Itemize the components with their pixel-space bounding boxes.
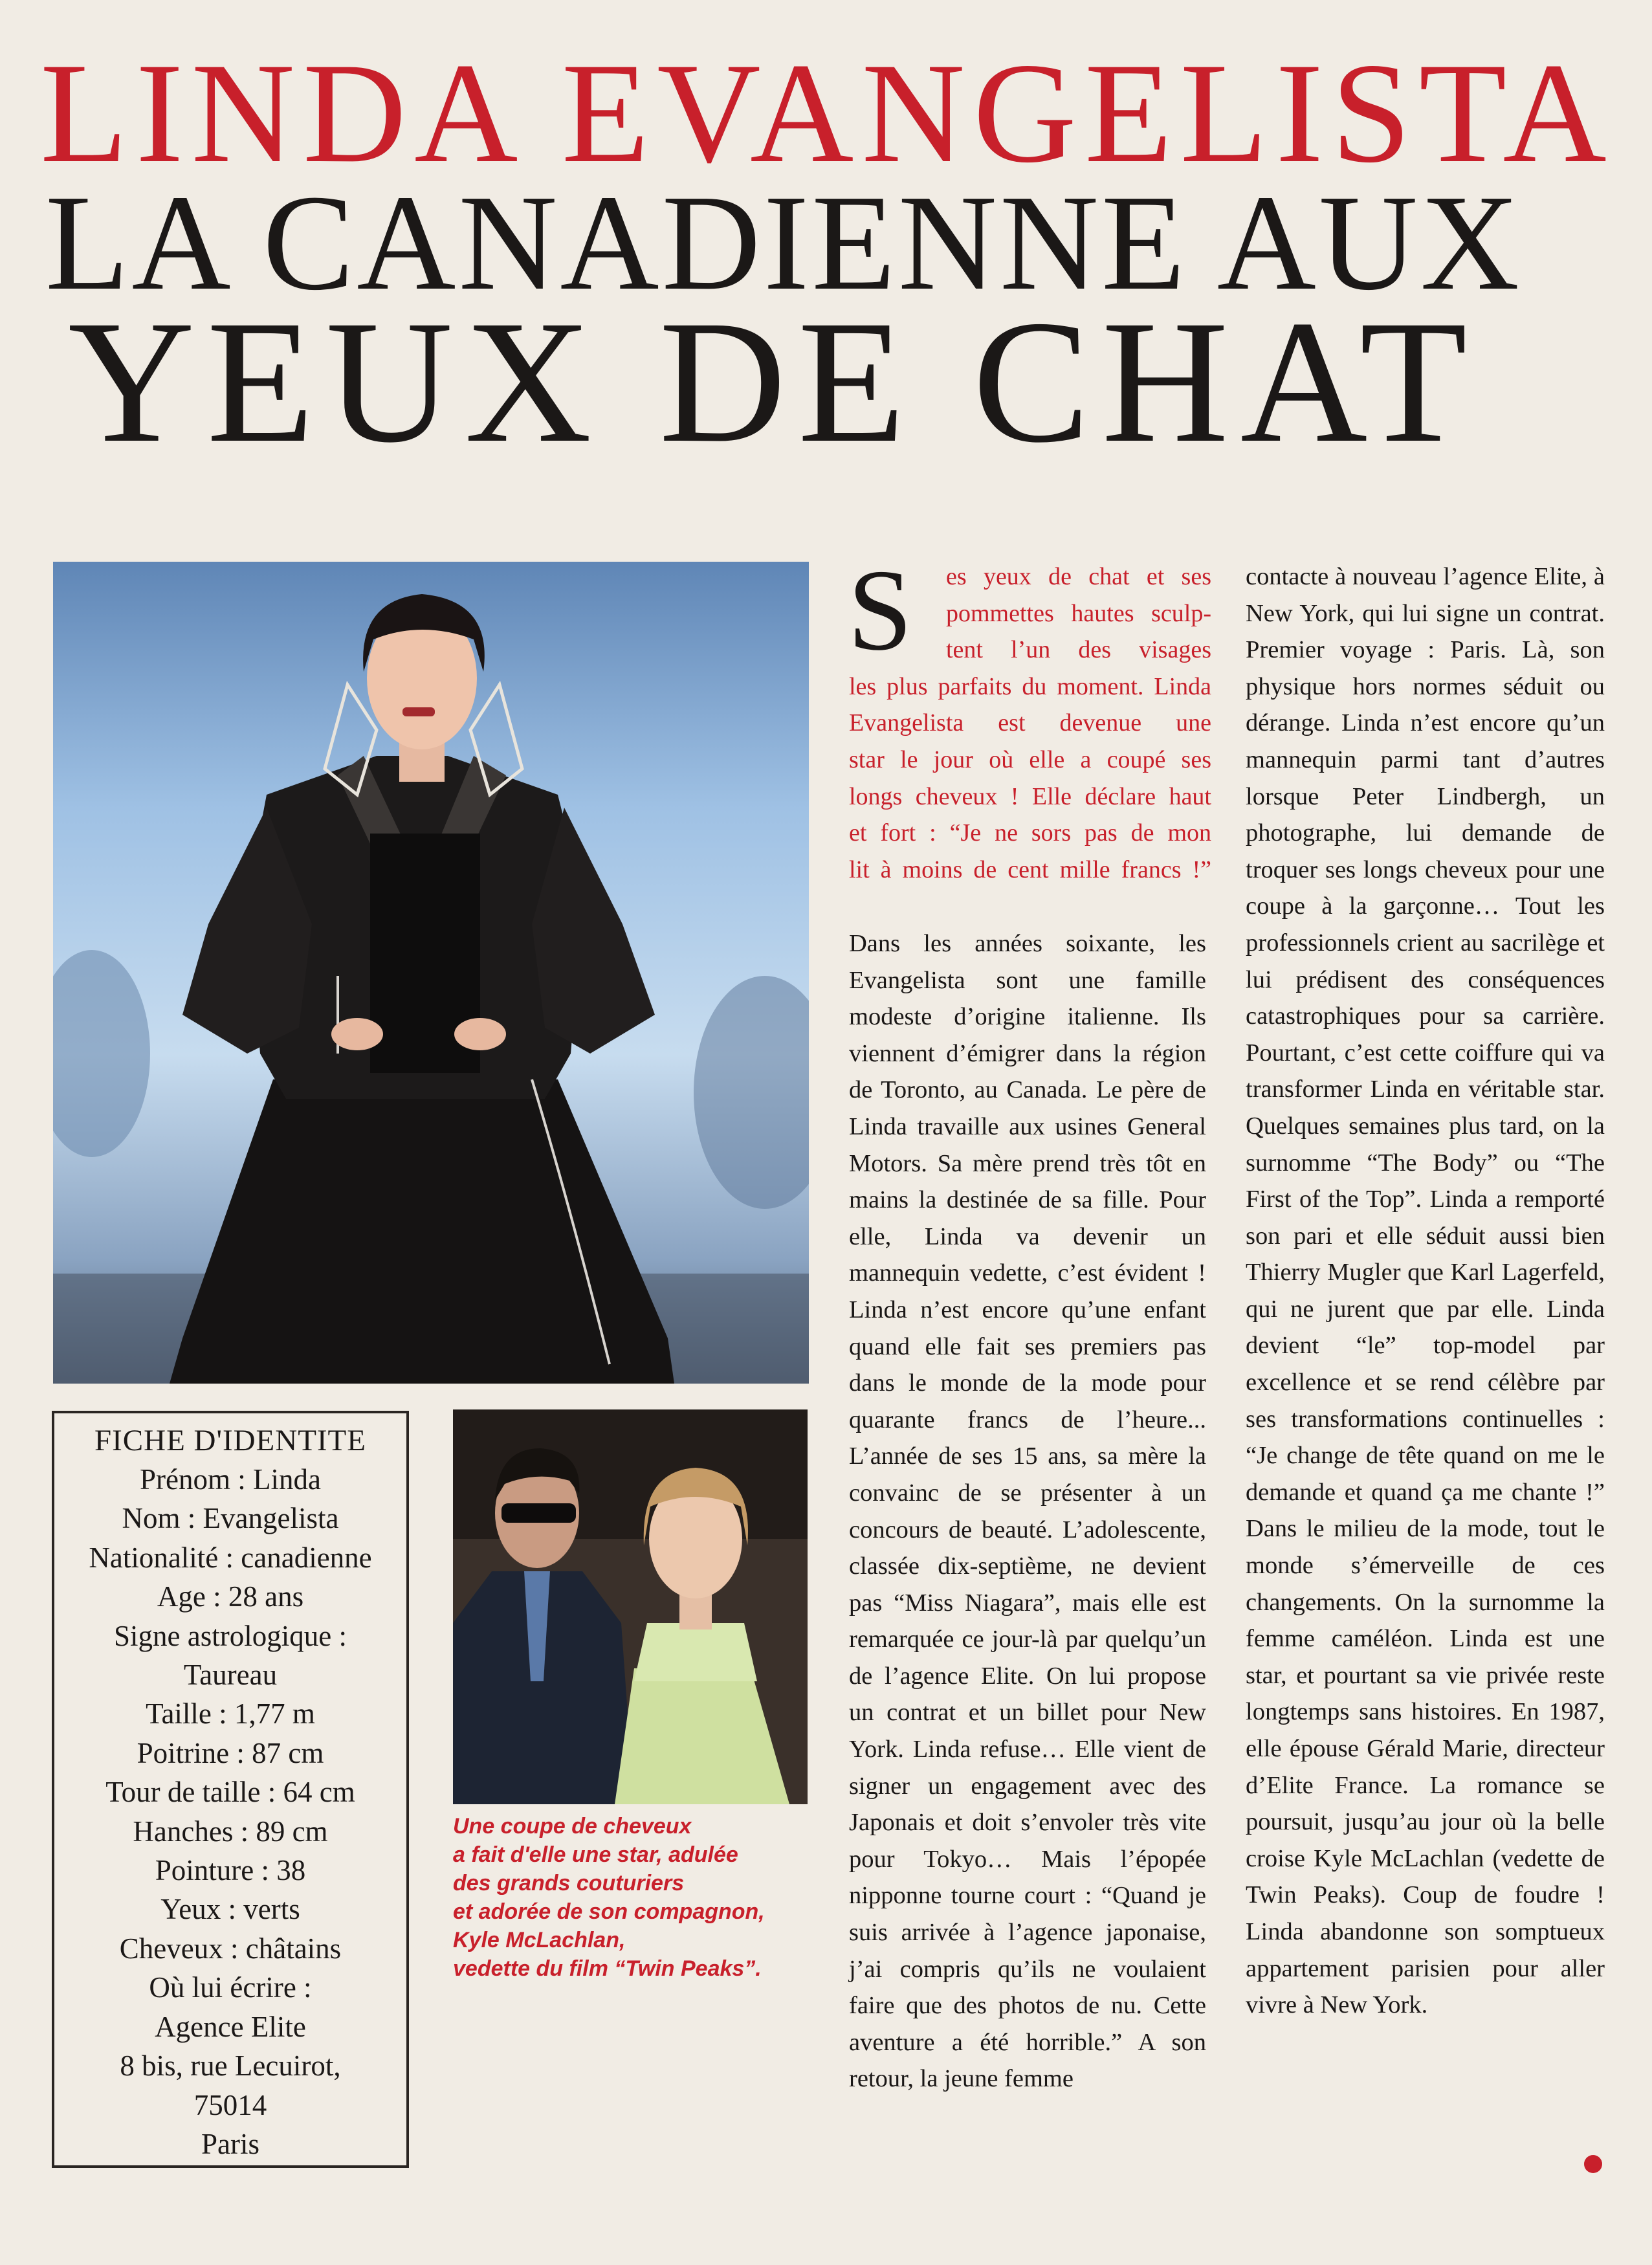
intro-line: es yeux de chat et ses — [946, 563, 1211, 590]
intro-line: et fort : “Je ne sors pas de mon — [849, 819, 1211, 847]
end-of-article-bullet-icon — [1584, 2155, 1602, 2173]
caption-line: des grands couturiers — [453, 1871, 685, 1895]
identity-line: 8 bis, rue Lecuirot, — [120, 2050, 341, 2083]
caption-line: Une coupe de cheveux — [453, 1814, 692, 1839]
intro-line: tent l’un des visages — [946, 636, 1211, 664]
identity-card-lines — [61, 1460, 400, 2163]
identity-line: Signe astrologique : — [114, 1619, 347, 1652]
identity-line: Pointure : 38 — [155, 1854, 306, 1887]
identity-line: Cheveux : châtains — [119, 1932, 342, 1965]
identity-line: Yeux : verts — [160, 1893, 300, 1926]
identity-line: Paris — [201, 2127, 259, 2160]
runway-photo-illustration — [53, 562, 809, 1384]
identity-line: Tour de taille : 64 cm — [105, 1776, 355, 1809]
headline-name-text: LINDA EVANGELISTA — [40, 34, 1614, 193]
intro-line: pommettes hautes sculp- — [946, 599, 1211, 627]
caption-line: a fait d'elle une star, adulée — [453, 1842, 738, 1867]
identity-line: Nationalité : canadienne — [89, 1541, 372, 1574]
identity-line: Où lui écrire : — [149, 1971, 312, 2004]
identity-card-title: FICHE D'IDENTITE — [94, 1424, 366, 1457]
headline-subtitle-1-text: LA CANADIENNE AUX — [45, 166, 1523, 318]
headline-name — [40, 34, 1619, 193]
identity-line: Taureau — [183, 1659, 278, 1692]
identity-line: Nom : Evangelista — [122, 1502, 339, 1535]
caption-line: Kyle McLachlan, — [453, 1928, 626, 1952]
article-column-1 — [849, 925, 1206, 2097]
intro-line: les plus parfaits du moment. Linda — [849, 672, 1211, 700]
identity-line: 75014 — [193, 2088, 267, 2121]
identity-card — [52, 1411, 409, 2168]
intro-line: star le jour où elle a coupé ses — [849, 746, 1211, 773]
article-body-1: Dans les années soixante, les Evangelista sont une famille modeste d’origine italienne. Ils viennent d’émigrer dans la région de Toronto, au Canada. Le père de Linda travaille aux usines General Motors. Sa mère prend très tôt en mains la destinée de sa fille. Pour elle, Linda va devenir un mannequin vedette, c’est évident ! Linda n’est encore qu’une enfant quand elle fait ses premiers pas dans le monde de la mode pour quarante francs de l’heure... L’année de ses 15 ans, sa mère la convainc de se présenter à un concours de beauté. L’adolescente, classée dix-septième, ne devient pas “Miss Niagara”, mais elle est remarquée ce jour-là par quelqu’un de l’agence Elite. On lui propose un contrat et un billet pour New York. Linda refuse… Elle vient de signer un engagement avec des Japonais et doit s’envoler très vite pour Tokyo… Mais l’épopée nipponne tourne court : “Quand je suis arrivée à l’agence japonaise, j’ai compris qu’ils ne voulaient faire que des photos de nu. Cette aventure a été horrible.” A son retour, la jeune femme — [849, 930, 1206, 2093]
article-intro — [849, 558, 1211, 888]
runway-photo — [53, 562, 809, 1384]
intro-line: Evangelista est devenue une — [849, 709, 1211, 737]
identity-line: Prénom : Linda — [140, 1463, 321, 1496]
couple-photo — [453, 1409, 808, 1804]
headline-subtitle-2 — [68, 284, 1618, 479]
caption-line: vedette du film “Twin Peaks”. — [453, 1956, 762, 1981]
couple-photo-illustration — [453, 1409, 808, 1804]
article-body-2: contacte à nouveau l’agence Elite, à New York, qui lui signe un contrat. Premier voyage : Paris. Là, son physique hors normes séduit ou dérange. Linda n’est encore qu’un mannequin parmi tant d’autres lorsque Peter Lindbergh, un photographe, lui demande de troquer ses longs cheveux pour une coupe à la garçonne… Tout les professionnels crient au sacrilège et lui prédisent des conséquences catastrophiques pour sa carrière. Pourtant, c’est cette coiffure qui va transformer Linda en véritable star. Quelques semaines plus tard, on la surnomme “The Body” ou “The First of the Top”. Linda a remporté son pari et elle séduit aussi bien Thierry Mugler que Karl Lagerfeld, qui ne jurent que par elle. Linda devient “le” top-model par excellence et se rend célèbre par ses transformations continuelles : “Je change de tête quand on me le demande et quand ça me chante !” Dans le milieu de la mode, tout le monde s’émerveille de ces changements. On la surnomme la femme caméléon. Linda est une star, et pourtant sa vie privée reste longtemps sans histoires. En 1987, elle épouse Gérald Marie, directeur d’Elite France. La romance se poursuit, jusqu’au jour où la belle croise Kyle McLachlan (vedette de Twin Peaks). Coup de foudre ! Linda abandonne son somptueux appartement parisien pour aller vivre à New York. — [1246, 563, 1605, 2019]
headline-subtitle-2-text: YEUX DE CHAT — [68, 284, 1479, 479]
drop-cap: S — [848, 546, 913, 674]
identity-line: Age : 28 ans — [157, 1580, 304, 1613]
identity-line: Taille : 1,77 m — [146, 1697, 315, 1730]
photo-caption — [453, 1812, 815, 1983]
intro-line: lit à moins de cent mille francs !” — [849, 856, 1211, 883]
intro-line: longs cheveux ! Elle déclare haut — [849, 782, 1211, 810]
article-column-2 — [1246, 558, 1605, 2024]
identity-line: Poitrine : 87 cm — [137, 1736, 324, 1769]
identity-line: Hanches : 89 cm — [133, 1815, 328, 1848]
identity-line: Agence Elite — [155, 2010, 306, 2043]
caption-line: et adorée de son compagnon, — [453, 1899, 765, 1924]
